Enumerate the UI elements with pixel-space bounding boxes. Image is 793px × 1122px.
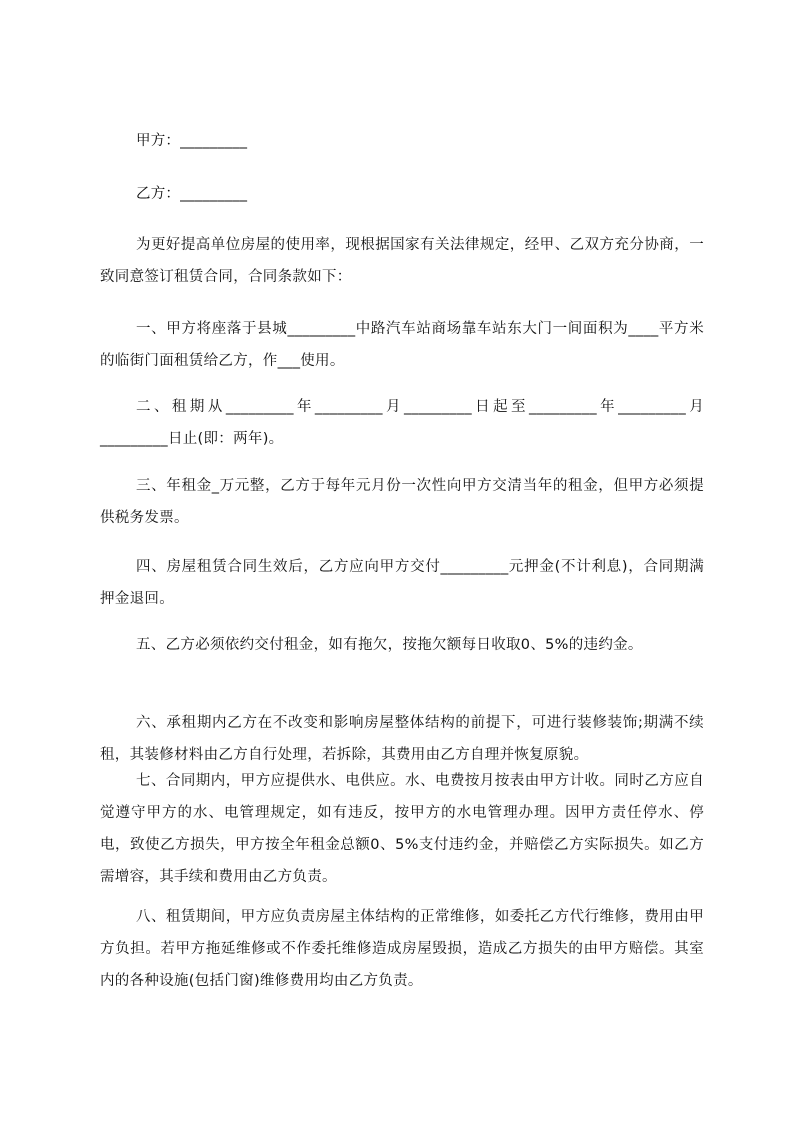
clause-5: 五、乙方必须依约交付租金，如有拖欠，按拖欠额每日收取0、5%的违约金。 xyxy=(136,637,643,653)
clause-3: 三、年租金_万元整，乙方于每年元月份一次性向甲方交清当年的租金，但甲方必须提供税务发票。 xyxy=(100,478,704,526)
party-a-line: 甲方：_________ xyxy=(136,133,248,149)
clause-2: 二、租期从_________年_________月_________日起至_________年_________月_________日止(即：两年)。 xyxy=(100,399,704,447)
party-b-line: 乙方：_________ xyxy=(136,186,248,202)
clause-7: 七、合同期内，甲方应提供水、电供应。水、电费按月按表由甲方计收。同时乙方应自觉遵守甲方的水、电管理规定，如有违反，按甲方的水电管理办理。因甲方责任停水、停电，致使乙方损失，甲方按全年租金总额0、5%支付违约金，并赔偿乙方实际损失。如乙方需增容，其手续和费用由乙方负责。 xyxy=(100,773,704,885)
clause-1: 一、甲方将座落于县城_________中路汽车站商场靠车站东大门一间面积为____平方米的临街门面租赁给乙方，作___使用。 xyxy=(100,321,704,369)
intro-paragraph: 为更好提高单位房屋的使用率，现根据国家有关法律规定，经甲、乙双方充分协商，一致同意签订租赁合同，合同条款如下： xyxy=(100,237,704,285)
clause-8: 八、租赁期间，甲方应负责房屋主体结构的正常维修，如委托乙方代行维修，费用由甲方负担。若甲方拖延维修或不作委托维修造成房屋毁损，造成乙方损失的由甲方赔偿。其室内的各种设施(包括门窗)维修费用均由乙方负责。 xyxy=(100,909,704,989)
clause-4: 四、房屋租赁合同生效后，乙方应向甲方交付_________元押金(不计利息)，合同期满押金退回。 xyxy=(100,559,704,607)
clause-6: 六、承租期内乙方在不改变和影响房屋整体结构的前提下，可进行装修装饰;期满不续租，其装修材料由乙方自行处理，若拆除，其费用由乙方自理并恢复原貌。 xyxy=(100,715,704,763)
